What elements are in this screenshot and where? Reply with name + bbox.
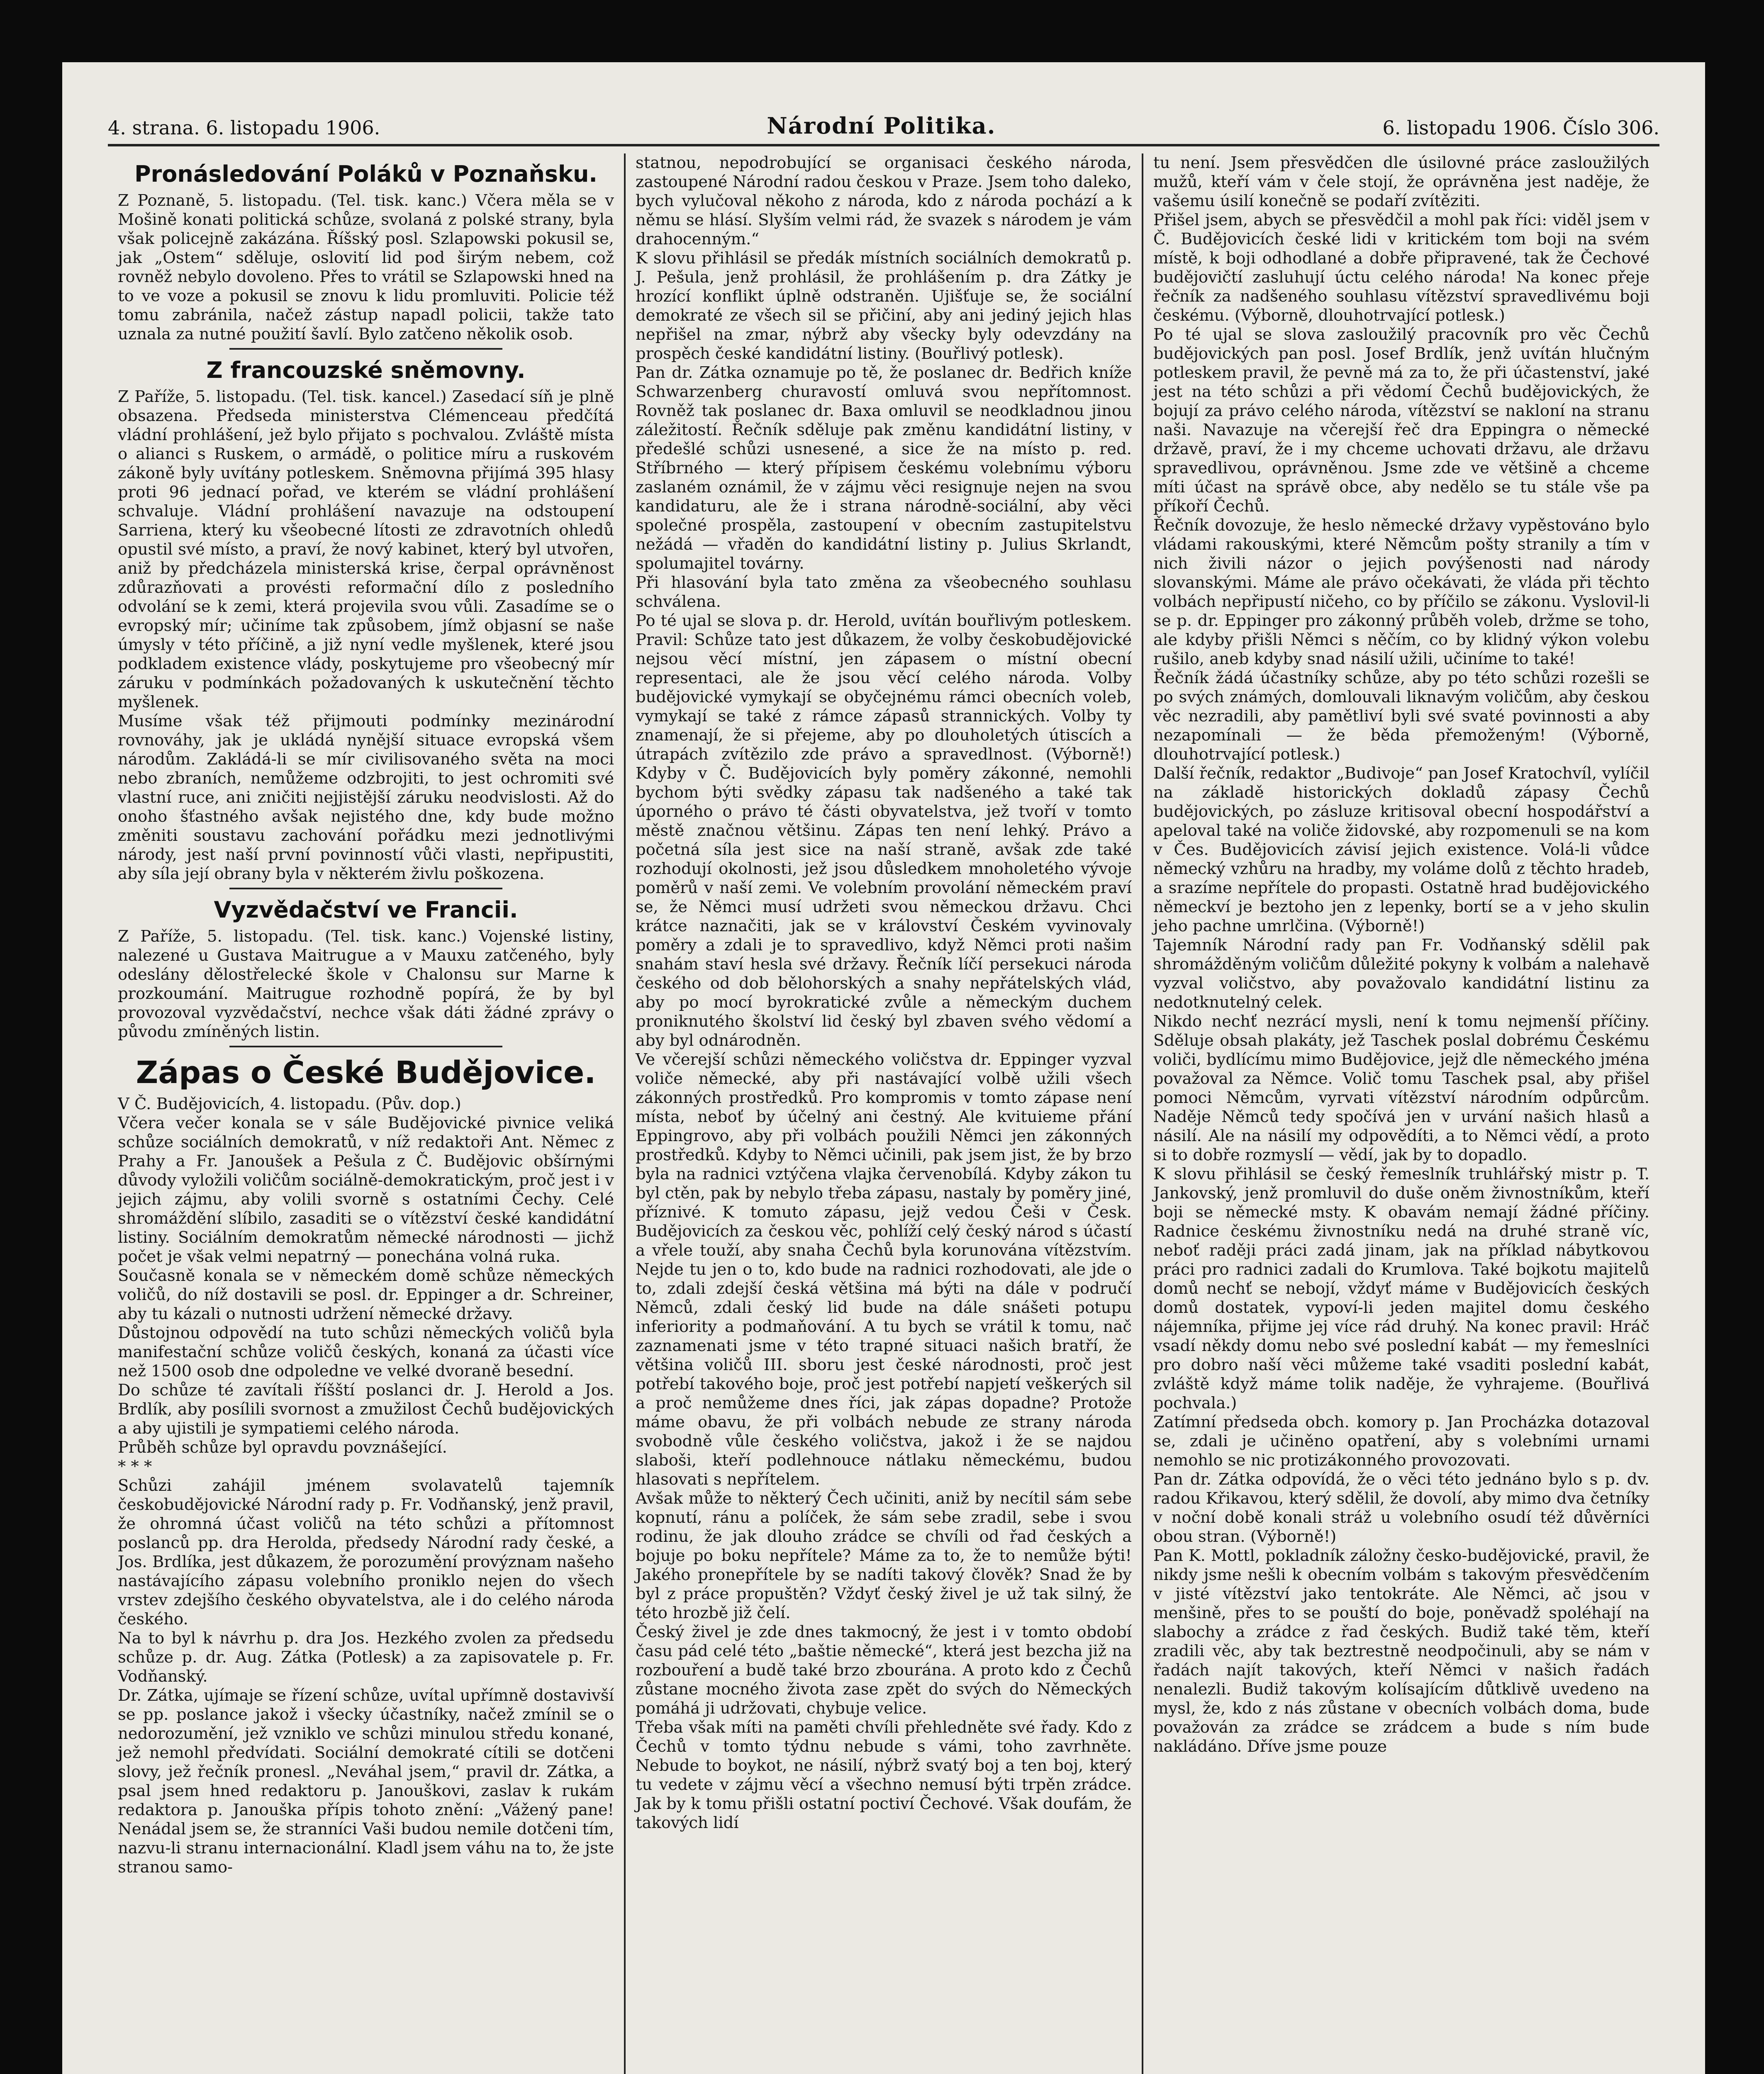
headline-budejovice: Zápas o České Budějovice. [136, 1055, 596, 1091]
article-budejovice-part1: V Č. Budějovicích, 4. listopadu. (Pův. dop.) Včera večer konala se v sále Budějovické pivnice veliká schůze sociálních demokratů, v níž redaktoři Ant. Němec z Prahy a Fr. Janoušek a Pešula z Č. Budějovic obšírnými důvody vyložili voličům sociálně-demokratickým, proč jest i v jejich zájmu, aby volili svorně s ostatními Čechy. Celé shromáždění slíbilo, zasaditi se o vítězství české kandidátní listiny. Sociálním demokratům německé národnosti — jichž počet je však velmi nepatrný — ponechána volná ruka. Současně konala se v německém domě schůze německých voličů, do níž dostavili se posl. dr. Eppinger a dr. Schreiner, aby tu kázali o nutnosti udržení německé državy. Důstojnou odpovědí na tuto schůzi německých voličů byla manifestační schůze voličů českých, konaná za účasti více než 1500 osob dne odpoledne ve velké dvoraně besední. Do schůze té zavítali říšští poslanci dr. J. Herold a Jos. Brdlík, aby posílili svornost a zmužilost Čechů budějovických a aby ujistili je sympatiemi celého národa. Průběh schůze byl opravdu povznášející. * * * Schůzi zahájil jménem svolavatelů tajemník českobudějovické Národní rady p. Fr. Vodňanský, jenž pravil, že ohromná účast voličů na této schůzi a přítomnost poslanců pp. dra Herolda, předsedy Národní rady české, a Jos. Brdlíka, jest důkazem, že porozumění provýznam našeho nastávajícího zápasu volebního proniklo nejen do všech vrstev zdejšího českého obyvatelstva, ale i do celého národa českého. Na to byl k návrhu p. dra Jos. Hezkého zvolen za předsedu schůze p. dr. Aug. Zátka (Potlesk) a za zapisovatele p. Fr. Vodňanský. Dr. Zátka, ujímaje se řízení schůze, uvítal upřímně dostavivší se pp. poslance jakož i všecky účastníky, načež zmínil se o nedorozumění, jež vzniklo ve schůzi minulou středu konané, jež nemohl předvídati. Sociální demokraté cítili se dotčeni slovy, jež řečník pronesl. „Neváhal jsem,“ pravil dr. Zátka, a psal jsem hned redaktoru p. Janouškovi, zaslav k rukám redaktora p. Janouška přípis tohoto znění: „Vážený pane! Nenádal jsem se, že stranníci Vaši budou nemile dotčeni tím, nazvu-li stranu internacionální. Kladl jsem váhu na to, že jste stranou samo- [118, 1095, 614, 1877]
column-1 [108, 153, 624, 2074]
header-issue-number: 6. listopadu 1906. Číslo 306. [1382, 117, 1659, 139]
column-3 [1143, 153, 1659, 2074]
article-budejovice-part3: tu není. Jsem přesvědčen dle úsilovné práce zasloužilých mužů, kteří vám v čele stojí, že oprávněna jest naděje, že vašemu úsilí konečně se podaří zvítěziti. Přišel jsem, abych se přesvědčil a mohl pak říci: viděl jsem v Č. Budějovicích české lidi v kritickém tom boji na svém místě, k boji odhodlané a dobře připravené, tak že Čechové budějovičtí zasluhují úctu celého národa! Na konec přeje řečník za nadšeného souhlasu vítězství spravedlivému boji českému. (Výborně, dlouhotrvající potlesk.) Po té ujal se slova zasloužilý pracovník pro věc Čechů budějovických pan posl. Josef Brdlík, jenž uvítán hlučným potleskem pravil, že pevně má za to, že při účastenství, jaké jest na této schůzi a při vědomí Čechů budějovických, že bojují za právo celého národa, vítězství se nakloní na stranu naši. Navazuje na včerejší řeč dra Eppingra o německé državě, praví, že i my chceme uchovati državu, ale državu spravedlivou, oprávněnou. Jsme zde ve většině a chceme míti účast na správě obce, aby nedělo se tu stále vše pa příkoří Čechů. Řečník dovozuje, že heslo německé državy vypěstováno bylo vládami rakouskými, které Němcům pošty stranily a tím v nich živili názor o jejich povýšenosti nad národy slovanskými. Máme ale právo očekávati, že vláda při těchto volbách nepřipustí ničeho, co by příčilo se zákonu. Vyslovil-li se p. dr. Eppinger pro zákonný průběh voleb, držme se toho, ale kdyby přišli Němci s něčím, co by klidný výkon volebu rušilo, aneb kdyby snad násilí užili, učiníme to také! Řečník žádá účastníky schůze, aby po této schůzi rozešli se po svých známých, domlouvali liknavým voličům, aby českou věc nezradili, aby pamětliví byli své svaté povinnosti a aby nezapomínali — že běda přemoženým! (Výborně, dlouhotrvající potlesk.) Další řečník, redaktor „Budivoje“ pan Josef Kratochvíl, vylíčil na základě historických dokladů zápasy Čechů budějovických, po zásluze kritisoval obecní hospodářství a apeloval také na voliče židovské, aby rozpomenuli se na kom v Čes. Budějovicích závisí jejich existence. Volá-li vůdce německý vzhůru na hradby, my voláme dolů z těchto hradeb, a srazíme nepřítele do propasti. Ostatně hrad budějovického německví je beztoho jen z lepenky, bortí se a v jeho skulin jeho pachne umrlčina. (Výborně!) Tajemník Národní rady pan Fr. Vodňanský sdělil pak shromážděným voličům důležité pokyny k volbám a nalehavě vyzval voličstvo, aby považovalo kandidátní listinu za nedotknutelný celek. Nikdo nechť nezrácí mysli, není k tomu nejmenší příčiny. Sděluje obsah plakáty, jež Taschek poslal dobrému Českému voliči, bydlícímu mimo Budějovice, jejž dle německého jména považoval za Němce. Volič tomu Taschek psal, aby přišel pomoci Němcům, vyrvati vítězství národním odpůrcům. Naděje Němců tedy spočívá jen v urvání našich hlasů a násilí. Ale na násilí my odpovědíti, a to Němci vědí, a proto si to dobře rozmyslí — vědí, jak by to dopadlo. K slovu přihlásil se český řemeslník truhlářský mistr p. T. Jankovský, jenž promluvil do duše oněm živnostníkům, kteří boji se německé msty. K obavám nemají žádné příčiny. Radnice českému živnostníku nedá na druhé straně víc, neboť raději práci zadá jinam, jak na příklad nábytkovou práci pro radnici zadali do Krumlova. Také bojkotu majitelů domů nechť se nebojí, vždyť máme v Budějovicích českých domů dostatek, vypoví-li jeden majitel domu českého nájemníka, přijme jej více rád druhý. Na konec pravil: Hráč vsadí někdy domu nebo své poslední kabát — my řemeslníci pro dobro naší věci můžeme také vsaditi poslední kabát, zvláště když máme tolik naděje, že vyhrajeme. (Bouřlivá pochvala.) Zatímní předseda obch. komory p. Jan Procházka dotazoval se, zdali je učiněno opatření, aby s volebními urnami nemohlo se nic protizákonného provozovati. Pan dr. Zátka odpovídá, že o věci této jednáno bylo s p. dv. radou Křikavou, který sdělil, že dovolí, aby mimo dva četníky v noční době konali stráž u volebního osudí též důvěrníci obou stran. (Výborně!) Pan K. Mottl, pokladník záložny česko-budějovické, pravil, že nikdy jsme nešli k obecním volbám s takovým přesvědčením v jisté vítězství jako tentokráte. Ale Němci, ač jsou v menšině, přes to se pouští do boje, poněvadž spoléhají na slabochy a zrádce z řad českých. Budiž také těm, kteří zradili věc, aby tak beztrestně neodpočinuli, aby se nám v řadách najít takových, kteří Němci v našich řadách nenalezli. Budiž takovým kolísajícím důtklivě uvedeno na mysl, že, kdo z nás zůstane v obecních volbách doma, bude považován za zrádce se zrádcem a bude s ním bude nakládáno. Dříve jsme pouze [1153, 153, 1649, 1756]
headline-espionage: Vyzvědačství ve Francii. [214, 897, 518, 923]
masthead-title: Národní Politika. [767, 112, 996, 139]
article-espionage: Z Paříže, 5. listopadu. (Tel. tisk. kanc.) Vojenské listiny, nalezené u Gustava Maitrugue a v Mauxu zatčeného, byly odeslány dělostřelecké škole v Chalonsu sur Marne k prozkoumání. Maitrugue rozhodně popírá, že by byl provozoval vyzvědačství, nechce však dáti žádné zprávy o původu zmíněných listin. [118, 927, 614, 1041]
article-poznan: Z Poznaně, 5. listopadu. (Tel. tisk. kanc.) Včera měla se v Mošině konati politická schůze, svolaná z polské strany, byla však policejně zakázána. Říšský posl. Szlapowski pokusil se, jak „Ostem“ sděluje, oslovití lid pod širým nebem, což rovněž nebylo dovoleno. Přes to vrátil se Szlapowski hned na to ve voze a pokusil se znovu k lidu promluviti. Policie též tomu zabránila, načež zástup napadl policii, takže tato uznala za nutné použití šavlí. Bylo zatčeno několik osob. [118, 191, 614, 343]
section-divider [229, 1046, 502, 1047]
article-budejovice-part2: statnou, nepodrobující se organisaci českého národa, zastoupené Národní radou českou v Praze. Jsem toho daleko, bych vylučoval někoho z národa, kdo z národa pochází a k němu se hlásí. Slyším velmi rád, že svazek s národem je vám drahocenným.“ K slovu přihlásil se předák místních sociálních demokratů p. J. Pešula, jenž prohlásil, že prohlášením p. dra Zátky je hrozící konflikt úplně odstraněn. Ujišťuje se, že sociální demokraté ze všech sil se přičiní, aby ani jediný jejich hlas nepřišel na zmar, nýbrž aby všecky byly odevzdány na prospěch české kandidátní listiny. (Bouřlivý potlesk). Pan dr. Zátka oznamuje po tě, že poslanec dr. Bedřich kníže Schwarzenberg churavostí omluvá svou nepřítomnost. Rovněž tak poslanec dr. Baxa omluvil se neodkladnou jinou záležitostí. Řečník sděluje pak změnu kandidátní listiny, v předešlé schůzi usnesené, a sice že na místo p. red. Stříbrného — který přípisem českému volebnímu výboru zaslaném oznámil, že v zájmu věci resignuje nejen na svou kandidaturu, ale že i strana národně-sociální, aby věci společné prospěla, zastoupení v obecním zastupitelstvu nežádá — vřaděn do kandidátní listiny p. Julius Skrlandt, spolumajitel továrny. Při hlasování byla tato změna za všeobecného souhlasu schválena. Po té ujal se slova p. dr. Herold, uvítán bouřlivým potleskem. Pravil: Schůze tato jest důkazem, že volby českobudějovické nejsou věcí místní, jen zápasem o místní obecní representaci, ale že jsou věcí celého národa. Volby budějovické vymykají se obyčejnému rámci obecních voleb, vymykají se také z rámce zápasů strannických. Volby ty znamenají, že si přejeme, aby po dlouholetých útiscích a útrapách zvítězilo zde právo a spravedlnost. (Výborně!) Kdyby v Č. Budějovicích byly poměry zákonné, nemohli bychom býti svědky zápasu tak nadšeného a také tak úporného o právo té části obyvatelstva, jež tvoří v tomto městě značnou většinu. Zápas ten není lehký. Právo a početná síla jest sice na naší straně, avšak zde také rozhodují okolnosti, jež jsou důsledkem mnoholetého vývoje poměrů v naší zemi. Ve volebním provolání německém praví se, že Němci musí udržeti svou německou državu. Chci krátce naznačiti, jak se v království Českém vyvinovaly poměry a zdali je to spravedlivo, když Němci proti našim snahám staví hesla své državy. Řečník líčí persekuci národa českého od dob bělohorských a snahy nepřátelských vlád, aby po mocí byrokratické zvůle a německým duchem proniknutého školství lid český byl zbaven svého vědomí a aby byl odnárodněn. Ve včerejší schůzi německého voličstva dr. Eppinger vyzval voliče německé, aby při nastávající volbě užili všech zákonných prostředků. Pro kompromis v tomto zápase není místa, neboť by účelný ani čestný. Ale kvituieme přání Eppingrovo, aby při volbách použili Němci jen zákonných prostředků. Kdyby to Němci učinili, pak jsem jist, že by brzo byla na radnici vztýčena vlajka červenobílá. Kdyby zákon tu byl ctěn, pak by nebylo třeba zápasu, nastaly by poměry jiné, příznivé. K tomuto zápasu, jejž vedou Češi v Česk. Budějovicích za českou věc, pohlíží celý český národ s účastí a vřele touží, aby snaha Čechů byla korunována vítězstvím. Nejde tu jen o to, kdo bude na radnici rozhodovati, ale jde o to, zdali zdejší česká většina má býti na dále v područí Němců, zdali český lid bude na dále snášeti potupu inferiority a podmaňování. A tu bych se vrátil k tomu, nač zaznamenati jsme v této trapné situaci našich bratří, že většina voličů III. sboru jest české národnosti, proč jest potřebí takového boje, proč jest potřebí napjetí veškerých sil a proč nemůžeme dnes říci, jak zápas dopadne? Protože máme obavu, že při volbách nebude ze strany národa svobodně vůle českého voličstva, jakož i že se najdou slaboši, kteří podlehnouce nátlaku německému, budou hlasovati s nepřítelem. Avšak může to některý Čech učiniti, aniž by necítil sám sebe kopnutí, ránu a políček, že sám sebe zradil, sebe i svou rodinu, že jak dlouho zrádce se chvíli od řad českých a bojuje po boku nepřítele? Máme za to, že to nemůže býti! Jakého pronepřítele by se nadíti takový člověk? Snad že by byl z práce propuštěn? Vždyť český živel je už tak silný, že této hrozbě již čelí. Český živel je zde dnes takmocný, že jest i v tomto období času pád celé této „baštie německé“, která jest bezcha již na rozbouření a budě také brzo zbourána. A proto kdo z Čechů zůstane mocného života zase zpět do svých do Německých pomáhá ji udržovati, chybuje velice. Třeba však míti na paměti chvíli přehledněte své řady. Kdo z Čechů v tomto týdnu nebude s vámi, toho zavrhněte. Nebude to boykot, ne násilí, nýbrž svatý boj a ten boj, který tu vedete v zájmu věcí a všechno nemusí býti trpěn zrádce. Jak by k tomu přišli ostatní poctiví Čechové. Však doufám, že takových lidí [636, 153, 1132, 1832]
article-french-chamber: Z Paříže, 5. listopadu. (Tel. tisk. kancel.) Zasedací síň je plně obsazena. Předseda ministerstva Clémenceau předčítá vládní prohlášení, jež bylo přijato s pochvalou. Zvláště místa o alianci s Ruskem, o armádě, o politice míru a ruskovém zákoně byly uvítány potleskem. Sněmovna přijímá 395 hlasy proti 96 jednací pořad, ve kterém se vládní prohlášení schvaluje. Vládní prohlášení navazuje na odstoupení Sarriena, který ku všeobecné lítosti ze zdravotních ohledů opustil své místo, a praví, že nový kabinet, který byl utvořen, aniž by předcházela ministerská krise, čerpal oprávněnost zdůrazňovati a provésti reformační dílo z posledního odvolání se k zemi, která projevila svou vůli. Zasadíme se o evropský mír; učiníme tak způsobem, jímž objasní se naše úmysly v této příčině, a již nyní vedle myšlenek, které jsou podkladem existence vlády, poskytujeme pro všeobecný mír záruku v podmínkách požadovaných k uskutečnění těchto myšlenek. Musíme však též přijmouti podmínky mezinárodní rovnováhy, jak je ukládá nynější situace evropská všem národům. Zakládá-li se mír civilisovaného světa na moci nebo zbraních, nemůžeme odzbrojiti, to jest ochromiti své vlastní ruce, ani zničiti nejjistější záruku neodvislosti. Až do onoho šťastného avšak nejistého dne, kdy bude možno změniti soustavu zachování pořádku mezi jednotlivými národy, jest naší první povinností vůči vlasti, nepřipustiti, aby síla její obrany byla v některém živlu poškozena. [118, 387, 614, 883]
page-header [108, 102, 1659, 146]
column-2 [626, 153, 1142, 2074]
header-page-date: 4. strana. 6. listopadu 1906. [108, 117, 380, 139]
section-divider [229, 888, 502, 889]
article-columns [108, 153, 1659, 2074]
section-divider [229, 348, 502, 350]
newspaper-page [62, 62, 1705, 2074]
headline-poznan: Pronásledování Poláků v Poznaňsku. [134, 161, 597, 187]
headline-french-chamber: Z francouzské sněmovny. [206, 357, 526, 383]
